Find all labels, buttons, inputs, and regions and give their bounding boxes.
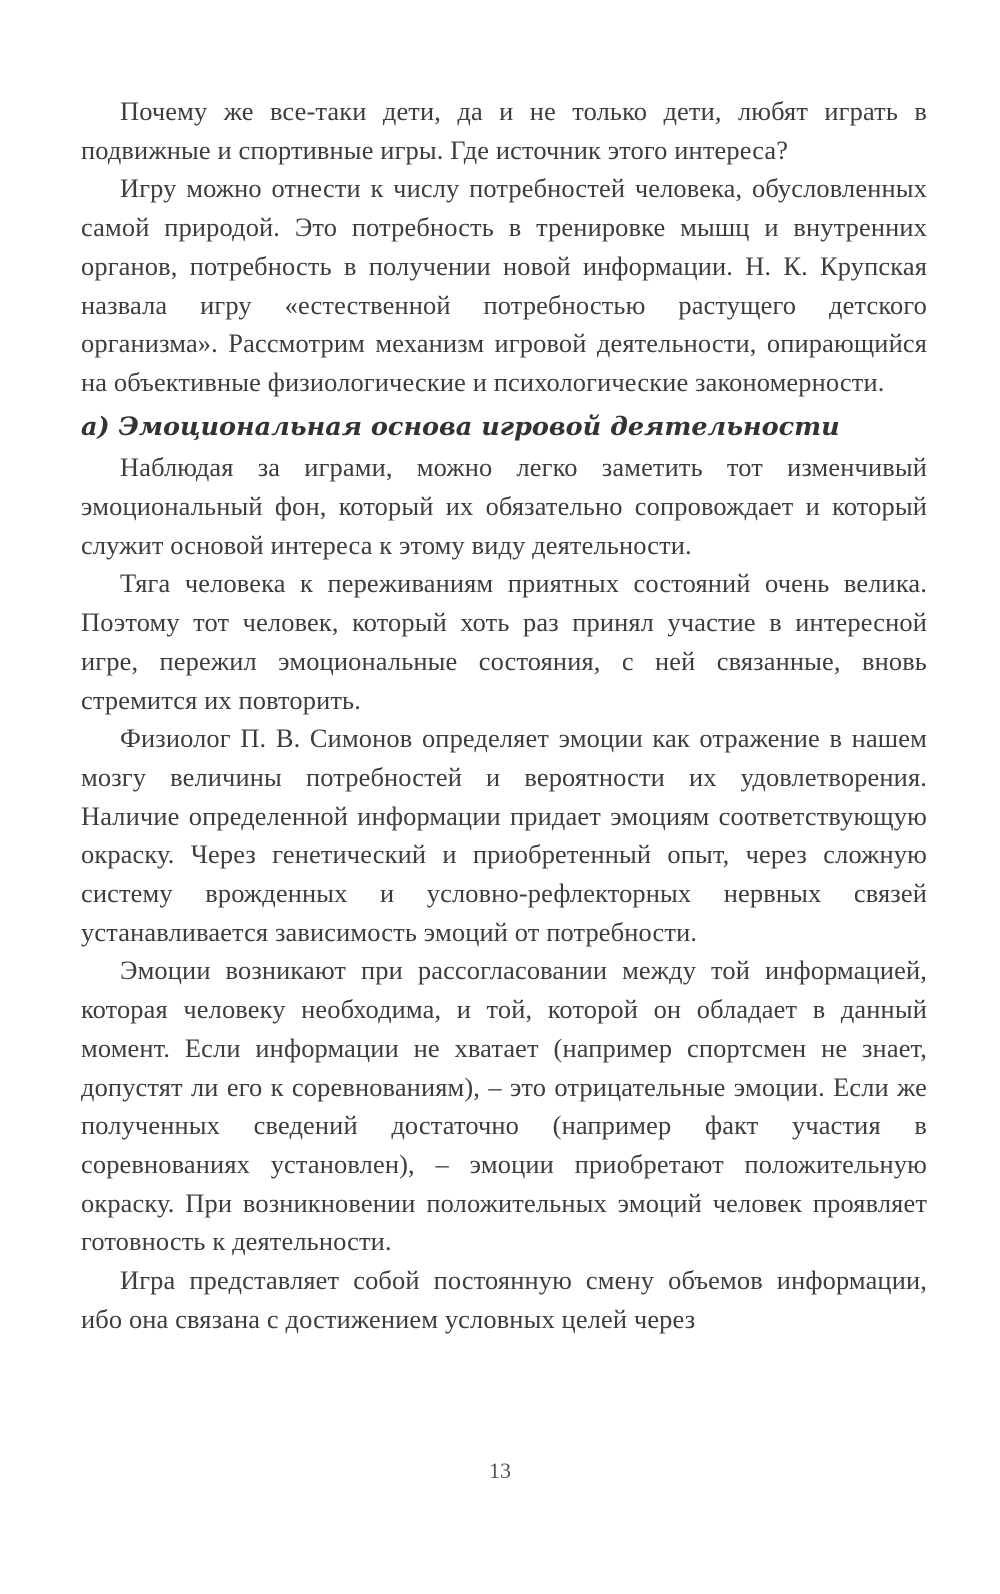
paragraph: Почему же все-таки дети, да и не только дети, любят играть в подвижные и спортивные игры. Где источник этого интереса? bbox=[81, 96, 927, 165]
paragraph: Тяга человека к переживаниям приятных состояний очень велика. Поэтому тот человек, который хоть раз принял участие в интересной игре, пережил эмоциональные состояния, с ней связанные, вновь стремится их повторить. bbox=[81, 568, 927, 715]
paragraph: Игра представляет собой постоянную смену объемов информации, ибо она связана с достижением условных целей через bbox=[81, 1265, 927, 1334]
section-heading: а) Эмоциональная основа игровой деятельности bbox=[81, 411, 840, 442]
paragraph: Эмоции возникают при рассогласовании между той информацией, которая человеку необходима, и той, которой он обладает в данный момент. Если информации не хватает (например спортсмен не знает, допустят ли его к соревнованиям), – это отрицательные эмоции. Если же полученных сведений достаточно (например факт участия в соревнованиях установлен), – эмоции приобретают положительную окраску. При возникновении положительных эмоций человек проявляет готовность к деятельности. bbox=[81, 955, 927, 1257]
paragraph: Физиолог П. В. Симонов определяет эмоции как отражение в нашем мозгу величины потребностей и вероятности их удовлетворения. Наличие определенной информации придает эмоциям соответствующую окраску. Через генетический и приобретенный опыт, через сложную систему врожденных и условно-рефлекторных нервных связей устанавливается зависимость эмоций от потребности. bbox=[81, 723, 927, 947]
body-text bbox=[81, 92, 927, 1339]
paragraph: Игру можно отнести к числу потребностей человека, обусловленных самой природой. Это потребность в тренировке мышц и внутренних органов, потребность в получении новой информации. Н. К. Крупская назвала игру «естественной потребностью растущего детского организма». Рассмотрим механизм игровой деятельности, опирающийся на объективные физиологические и психологические закономерности. bbox=[81, 173, 927, 397]
page-number: 13 bbox=[489, 1458, 511, 1483]
paragraph: Наблюдая за играми, можно легко заметить тот изменчивый эмоциональный фон, который их обязательно сопровождает и который служит основой интереса к этому виду деятельности. bbox=[81, 452, 927, 560]
